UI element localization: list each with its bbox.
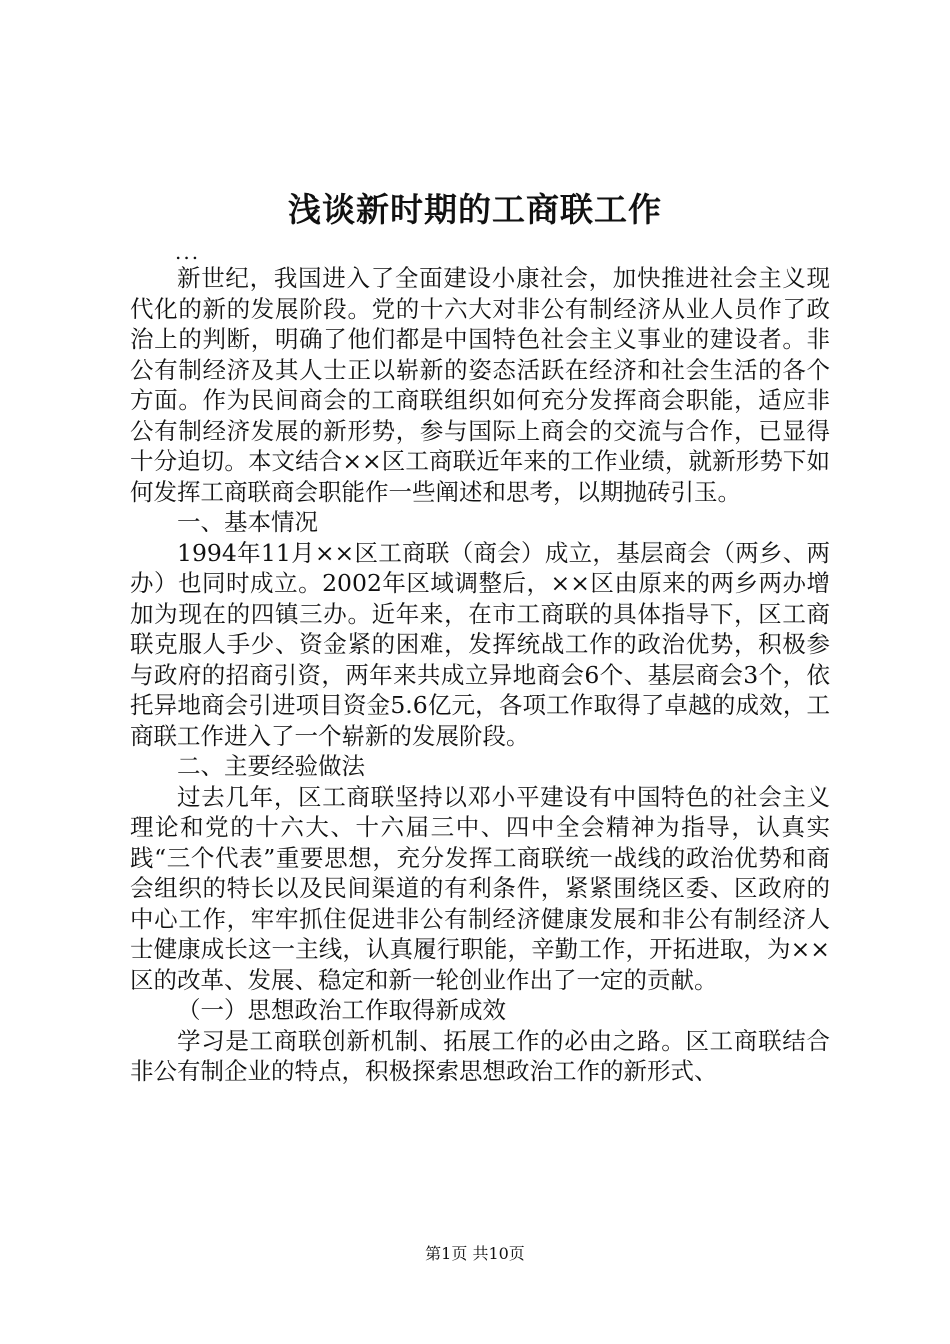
page-number-footer: 第1页 共10页: [425, 1244, 525, 1263]
paragraph-main-experience: 过去几年，区工商联坚持以邓小平建设有中国特色的社会主义理论和党的十六大、十六届三中、四中全会精神为指导，认真实践“三个代表”重要思想，充分发挥工商联统一战线的政治优势和商会组织的特长以及民间渠道的有利条件，紧紧围绕区委、区政府的中心工作，牢牢抓住促进非公有制经济健康发展和非公有制经济人士健康成长这一主线，认真履行职能，辛勤工作，开拓进取，为××区的改革、发展、稳定和新一轮创业作出了一定的贡献。: [130, 782, 830, 994]
document-title: 浅谈新时期的工商联工作: [288, 190, 662, 229]
ellipsis-marker: ...: [175, 240, 201, 264]
section-heading-basic-situation: 一、基本情况: [177, 508, 318, 536]
subsection-heading-ideological-work: （一）思想政治工作取得新成效: [177, 996, 506, 1024]
section-heading-main-experience: 二、主要经验做法: [177, 752, 365, 780]
document-body: [130, 263, 830, 1087]
paragraph-basic-situation: 1994年11月××区工商联（商会）成立，基层商会（两乡、两办）也同时成立。2002年区域调整后，××区由原来的两乡两办增加为现在的四镇三办。近年来，在市工商联的具体指导下，区工商联克服人手少、资金紧的困难，发挥统战工作的政治优势，积极参与政府的招商引资，两年来共成立异地商会6个、基层商会3个，依托异地商会引进项目资金5.6亿元，各项工作取得了卓越的成效，工商联工作进入了一个崭新的发展阶段。: [130, 538, 830, 750]
paragraph-ideological-work: 学习是工商联创新机制、拓展工作的必由之路。区工商联结合非公有制企业的特点，积极探索思想政治工作的新形式、: [130, 1026, 830, 1085]
paragraph-intro: 新世纪，我国进入了全面建设小康社会，加快推进社会主义现代化的新的发展阶段。党的十六大对非公有制经济从业人员作了政治上的判断，明确了他们都是中国特色社会主义事业的建设者。非公有制经济及其人士正以崭新的姿态活跃在经济和社会生活的各个方面。作为民间商会的工商联组织如何充分发挥商会职能，适应非公有制经济发展的新形势，参与国际上商会的交流与合作，已显得十分迫切。本文结合××区工商联近年来的工作业绩，就新形势下如何发挥工商联商会职能作一些阐述和思考，以期抛砖引玉。: [130, 264, 830, 506]
